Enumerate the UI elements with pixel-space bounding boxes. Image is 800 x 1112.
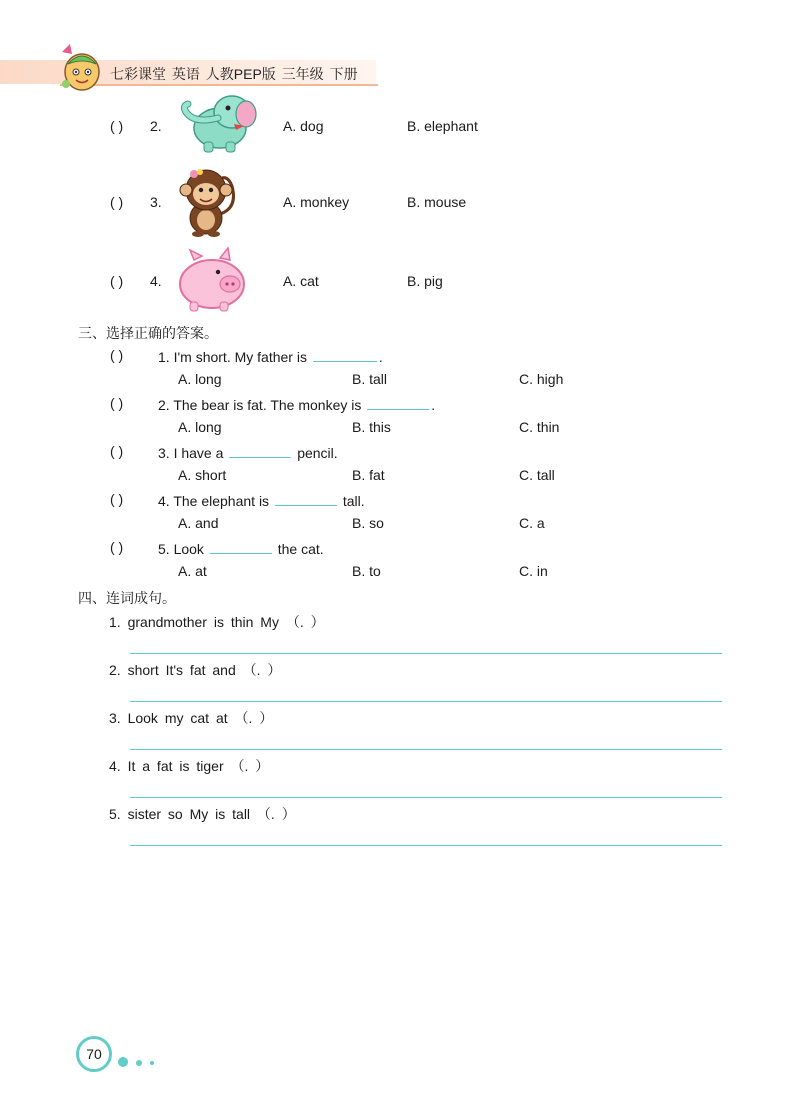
question-number: 4. (158, 493, 170, 509)
option-b: B. pig (407, 273, 443, 289)
item-number: 3. (109, 710, 121, 726)
question-text-before: I have a (173, 445, 224, 461)
question-line (158, 347, 383, 365)
option-a: A. short (178, 467, 227, 483)
answer-paren[interactable]: ( ) (110, 118, 124, 134)
question-text-after: pencil. (297, 445, 338, 461)
option-a: A. long (178, 419, 222, 435)
scrambled-sentence (109, 756, 269, 776)
question-number: 4. (150, 273, 162, 289)
option-b: B. so (352, 515, 384, 531)
answer-paren[interactable]: ( ) (110, 395, 124, 411)
fill-blank[interactable] (275, 491, 337, 506)
fill-blank[interactable] (210, 539, 272, 554)
scrambled-words: sister so My is tall （. ） (127, 806, 296, 822)
scrambled-sentence (109, 804, 296, 824)
question-number: 2. (150, 118, 162, 134)
elephant-icon (174, 90, 258, 156)
option-b: B. tall (352, 371, 388, 387)
option-a: A. cat (283, 273, 319, 289)
scrambled-words: It a fat is tiger （. ） (127, 758, 270, 774)
scrambled-words: grandmother is thin My （. ） (127, 614, 325, 630)
item-number: 5. (109, 806, 121, 822)
item-number: 2. (109, 662, 121, 678)
option-a: A. and (178, 515, 219, 531)
pig-icon (174, 246, 248, 314)
question-text-after: . (431, 397, 436, 413)
question-text-before: Look (173, 541, 204, 557)
question-text-before: The elephant is (173, 493, 270, 509)
section-title: 四、连词成句。 (78, 590, 176, 606)
answer-paren[interactable]: ( ) (110, 491, 124, 507)
answer-line[interactable] (130, 845, 722, 846)
scrambled-sentence (109, 660, 281, 680)
option-a: A. monkey (283, 194, 350, 210)
answer-paren[interactable]: ( ) (110, 347, 124, 363)
option-b: B. this (352, 419, 391, 435)
question-number: 3. (150, 194, 162, 210)
option-a: A. at (178, 563, 207, 579)
answer-paren[interactable]: ( ) (110, 539, 124, 555)
question-line (158, 539, 324, 557)
option-b: B. to (352, 563, 381, 579)
option-a: A. long (178, 371, 222, 387)
answer-line[interactable] (130, 797, 722, 798)
answer-line[interactable] (130, 653, 722, 654)
option-b: B. elephant (407, 118, 478, 134)
question-number: 3. (158, 445, 170, 461)
scrambled-words: short It's fat and （. ） (127, 662, 282, 678)
page-number: 70 (76, 1036, 112, 1072)
question-line (158, 395, 435, 413)
option-c: C. tall (519, 467, 555, 483)
answer-paren[interactable]: ( ) (110, 273, 124, 289)
fill-blank[interactable] (313, 347, 377, 362)
item-number: 4. (109, 758, 121, 774)
monkey-icon (176, 164, 240, 238)
fill-blank[interactable] (367, 395, 429, 410)
option-c: C. high (519, 371, 564, 387)
question-text-after: the cat. (277, 541, 324, 557)
scrambled-sentence (109, 708, 273, 728)
mascot-logo-icon (54, 40, 106, 94)
page-dot-decoration (150, 1061, 154, 1065)
question-number: 5. (158, 541, 170, 557)
header-rule (60, 84, 378, 86)
option-b: B. mouse (407, 194, 467, 210)
question-text-before: The bear is fat. The monkey is (173, 397, 362, 413)
question-number: 2. (158, 397, 170, 413)
fill-blank[interactable] (229, 443, 291, 458)
option-c: C. in (519, 563, 548, 579)
section-title: 三、选择正确的答案。 (78, 325, 218, 341)
question-line (158, 491, 365, 509)
question-text-after: . (378, 349, 383, 365)
answer-line[interactable] (130, 749, 722, 750)
item-number: 1. (109, 614, 121, 630)
header-title: 七彩课堂 英语 人教PEP版 三年级 下册 (110, 66, 358, 82)
option-c: C. thin (519, 419, 560, 435)
scrambled-sentence (109, 612, 325, 632)
page-dot-decoration (136, 1060, 142, 1066)
page-dot-decoration (118, 1057, 128, 1067)
option-c: C. a (519, 515, 545, 531)
answer-paren[interactable]: ( ) (110, 443, 124, 459)
scrambled-words: Look my cat at （. ） (127, 710, 274, 726)
question-text-after: tall. (342, 493, 365, 509)
question-line (158, 443, 338, 461)
question-number: 1. (158, 349, 170, 365)
option-a: A. dog (283, 118, 324, 134)
answer-line[interactable] (130, 701, 722, 702)
option-b: B. fat (352, 467, 385, 483)
answer-paren[interactable]: ( ) (110, 194, 124, 210)
question-text-before: I'm short. My father is (173, 349, 307, 365)
